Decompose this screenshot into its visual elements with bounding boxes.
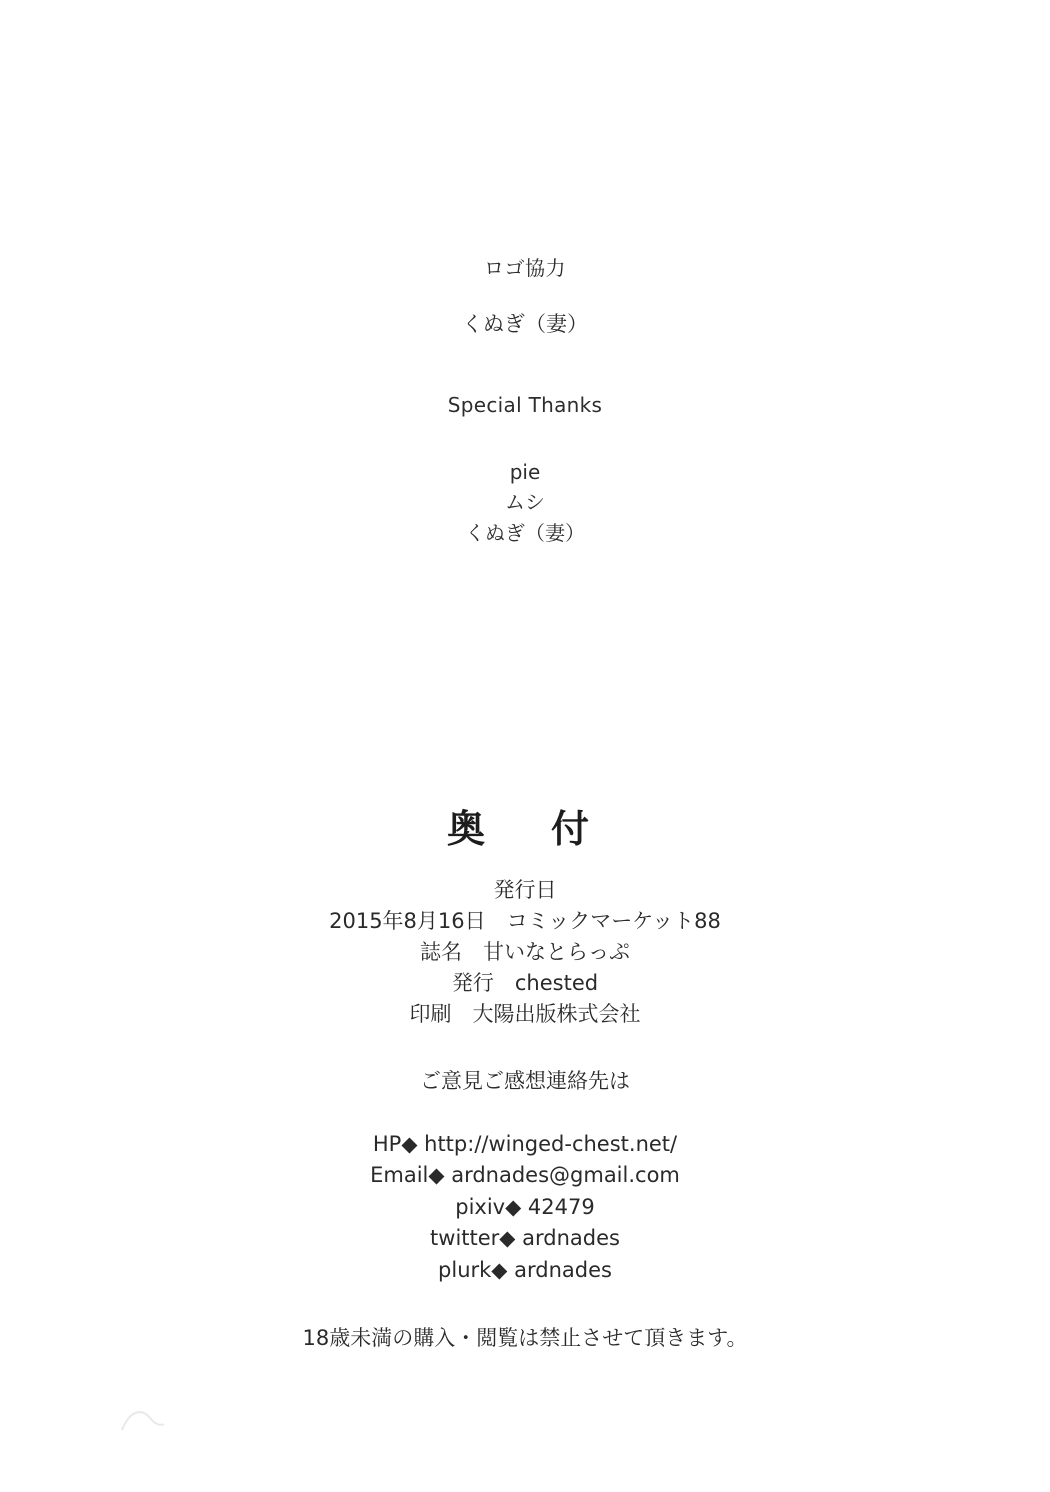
colophon-title: 奥 付 [446,807,603,852]
special-thanks-list [448,457,602,548]
contact-homepage: HP◆ http://winged-chest.net/ [372,1131,678,1156]
list-item: くぬぎ（妻） [464,520,585,545]
publication-details [0,875,1050,1030]
list-item: 2015年8月16日 コミックマーケット88 [329,909,721,934]
list-item: 発行 chested [451,971,599,996]
list-item: pie [509,460,541,484]
contact-plurk: plurk◆ ardnades [438,1257,612,1282]
age-restriction-notice: 18歳未満の購入・閲覧は禁止させて頂きます。 [302,1326,748,1351]
logo-cooperation-label: ロゴ協力 [483,256,566,280]
contact-list [0,1129,1050,1287]
credits-section [448,258,602,548]
logo-cooperation-name: くぬぎ（妻） [461,312,588,336]
contact-pixiv: pixiv◆ 42479 [455,1194,595,1219]
list-item: 誌名 甘いなとらっぷ [420,940,630,965]
colophon-section [0,798,1050,1352]
special-thanks-label: Special Thanks [447,393,603,417]
list-item: 発行日 [493,878,557,903]
scan-corner-mark-icon [120,1404,166,1434]
contact-twitter: twitter◆ ardnades [430,1226,620,1251]
contact-email: Email◆ ardnades@gmail.com [370,1163,680,1188]
list-item: 印刷 大陽出版株式会社 [409,1002,641,1027]
contact-heading: ご意見ご感想連絡先は [420,1068,630,1093]
list-item: ムシ [504,490,545,515]
